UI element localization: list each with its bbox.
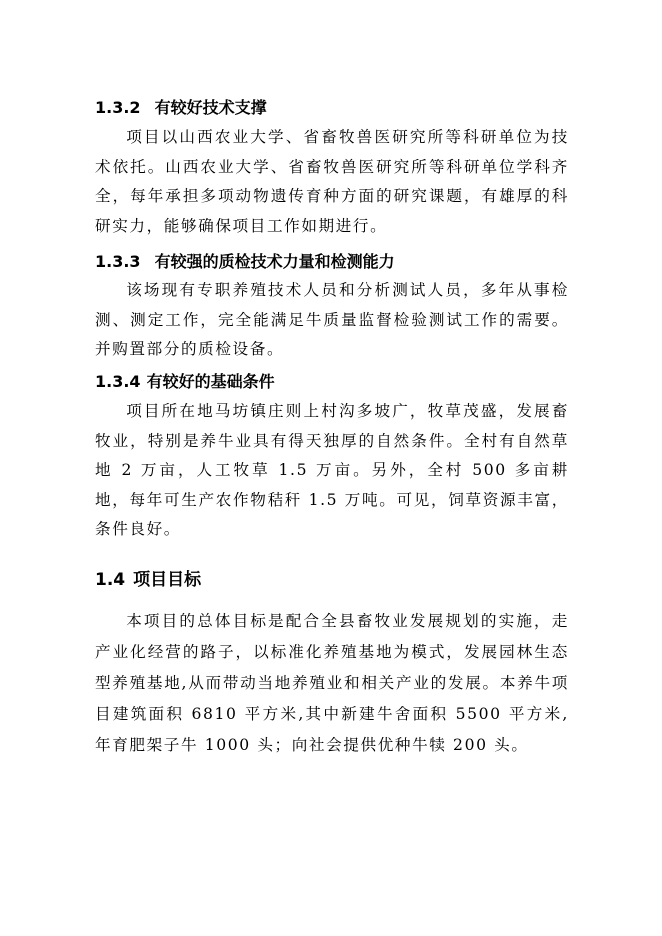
heading-title: 有较好技术支撑 xyxy=(154,98,267,117)
heading-1-3-3 xyxy=(95,252,575,272)
heading-number: 1.3.4 xyxy=(95,372,141,391)
paragraph-1-4: 本项目的总体目标是配合全县畜牧业发展规划的实施，走产业化经营的路子，以标准化养殖基地为模式，发展园林生态型养殖基地,从而带动当地养殖业和相关产业的发展。本养牛项目建筑面积 6810 平方米,其中新建牛舍面积 5500 平方米,年育肥架子牛 1000 头；向社会提供优种牛犊 200 头。 xyxy=(95,612,569,754)
paragraph-1-3-2: 项目以山西农业大学、省畜牧兽医研究所等科研单位为技术依托。山西农业大学、省畜牧兽医研究所等科研单位学科齐全，每年承担多项动物遗传育种方面的研究课题，有雄厚的科研实力，能够确保项目工作如期进行。 xyxy=(95,128,569,235)
heading-1-4 xyxy=(95,569,575,591)
heading-title: 有较强的质检技术力量和检测能力 xyxy=(154,252,395,271)
paragraph-1-3-4: 项目所在地马坊镇庄则上村沟多坡广，牧草茂盛，发展畜牧业，特别是养牛业具有得天独厚的自然条件。全村有自然草地 2 万亩，人工牧草 1.5 万亩。另外，全村 500 多亩耕地，每年可生产农作物秸秆 1.5 万吨。可见，饲草资源丰富，条件良好。 xyxy=(95,402,569,538)
heading-number: 1.3.3 xyxy=(95,252,141,271)
heading-title: 有较好的基础条件 xyxy=(146,372,275,391)
heading-title: 项目目标 xyxy=(133,570,202,590)
heading-1-3-4 xyxy=(95,372,575,392)
heading-number: 1.3.2 xyxy=(95,98,141,117)
paragraph-1-3-3: 该场现有专职养殖技术人员和分析测试人员，多年从事检测、测定工作，完全能满足牛质量监督检验测试工作的需要。并购置部分的质检设备。 xyxy=(95,281,569,358)
heading-1-3-2 xyxy=(95,98,575,118)
heading-number: 1.4 xyxy=(95,570,126,590)
